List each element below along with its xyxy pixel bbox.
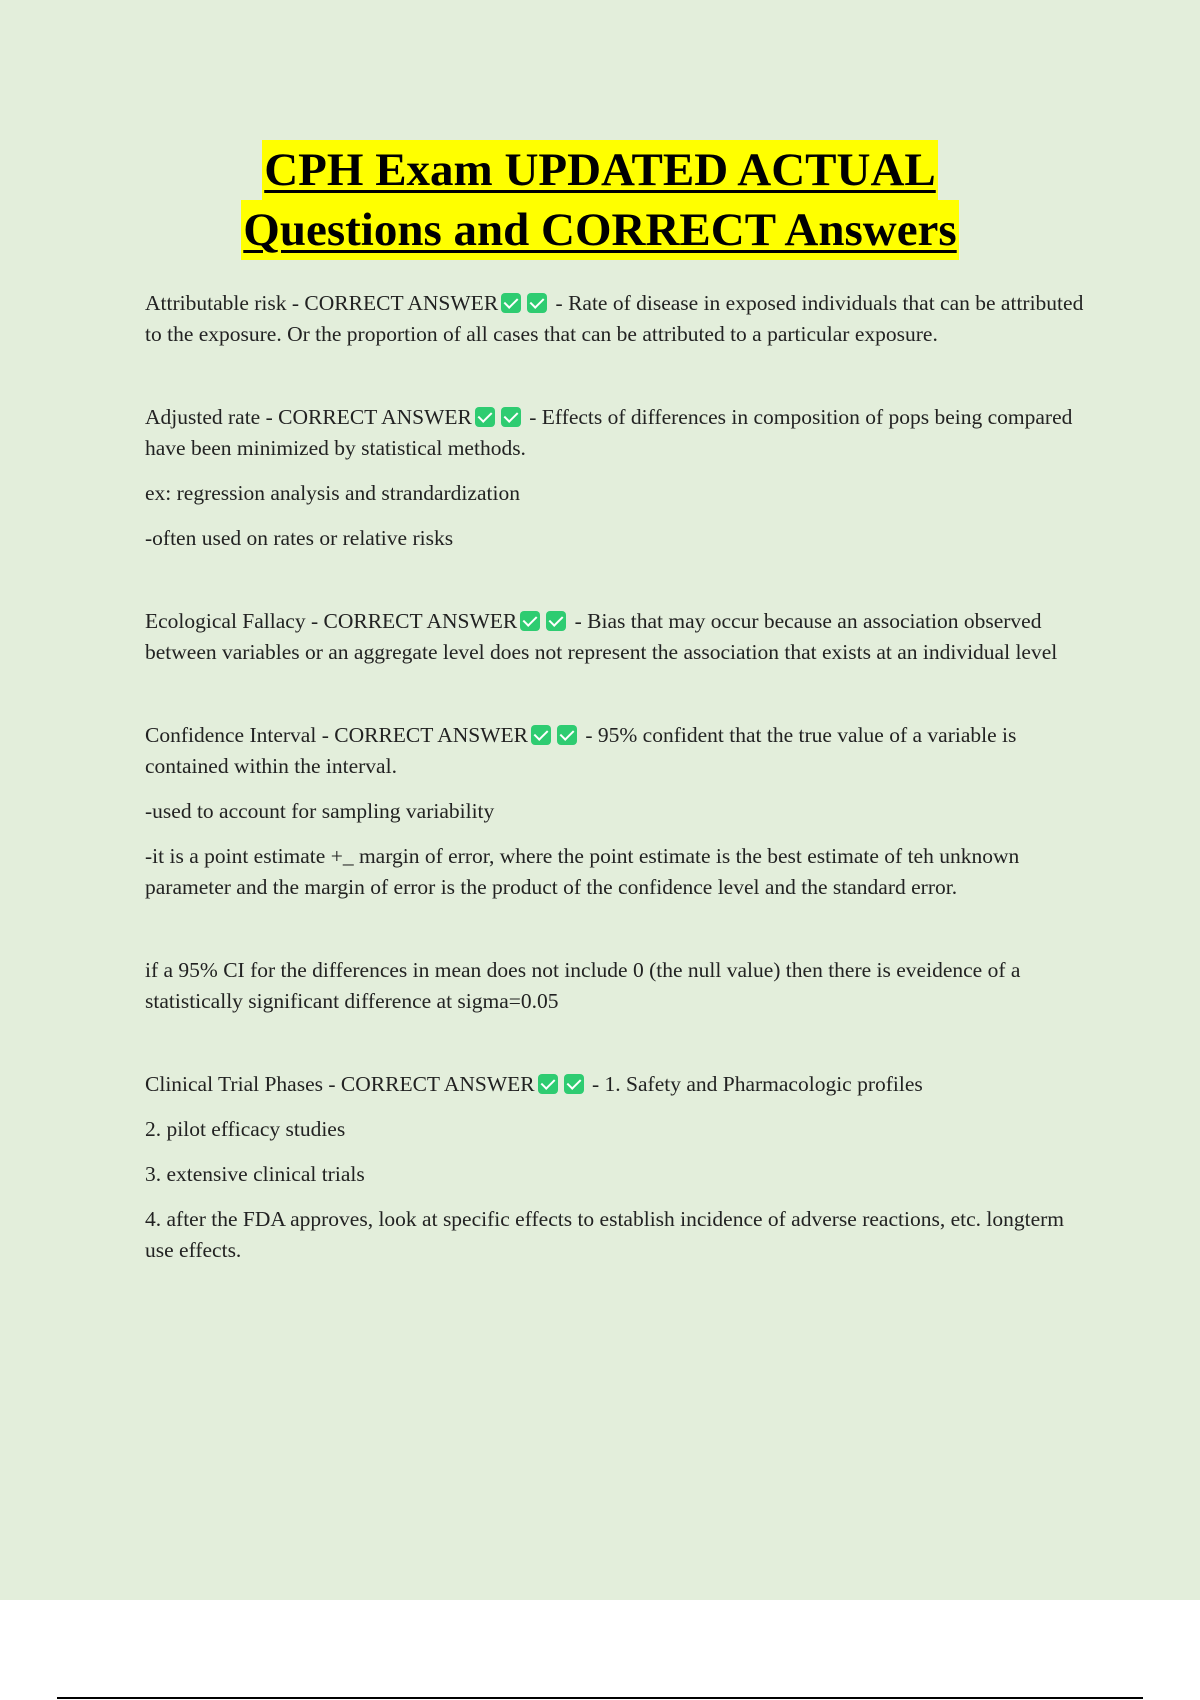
qa-entry-attributable-risk	[145, 288, 1090, 350]
footer-divider	[57, 1697, 1143, 1699]
qa-entry-adjusted-rate	[145, 402, 1090, 464]
qa-entry-clinical-trial-phases	[145, 1069, 1090, 1100]
entry-extra-line: 4. after the FDA approves, look at specific effects to establish incidence of adverse reactions, etc. longterm use effects.	[145, 1207, 1064, 1262]
entry-extra-line: ex: regression analysis and strandardization	[145, 481, 520, 505]
qa-entry-confidence-interval	[145, 720, 1090, 782]
entry-extra-line: -used to account for sampling variability	[145, 799, 495, 823]
qa-entry-ci-note: if a 95% CI for the differences in mean does not include 0 (the null value) then there is eveidence of a statistically significant difference at sigma=0.05	[145, 958, 1021, 1013]
entry-extra-line: 3. extensive clinical trials	[145, 1162, 365, 1186]
check-box-icon	[546, 611, 566, 631]
entry-term: Confidence Interval - CORRECT ANSWER	[145, 723, 528, 747]
entry-term: Adjusted rate - CORRECT ANSWER	[145, 405, 472, 429]
entry-answer: - Bias that may occur because an association observed between variables or an aggregate level does not represent the association that exists at an individual level	[145, 609, 1058, 664]
check-box-icon	[527, 293, 547, 313]
entry-extra-line: 2. pilot efficacy studies	[145, 1117, 346, 1141]
entry-extra-line: -often used on rates or relative risks	[145, 526, 454, 550]
entry-term: Attributable risk - CORRECT ANSWER	[145, 291, 499, 315]
check-box-icon	[501, 407, 521, 427]
document-title	[0, 140, 1200, 260]
entry-answer: - Rate of disease in exposed individuals that can be attributed to the exposure. Or the proportion of all cases that can be attributed to a particular exposure.	[145, 291, 1084, 346]
check-box-icon	[501, 293, 521, 313]
entry-term: Ecological Fallacy - CORRECT ANSWER	[145, 609, 518, 633]
qa-entry-ecological-fallacy	[145, 606, 1090, 668]
check-box-icon	[520, 611, 540, 631]
entry-answer: - Effects of differences in composition of pops being compared have been minimized by statistical methods.	[145, 405, 1073, 460]
entry-extra-line: -it is a point estimate +_ margin of error, where the point estimate is the best estimate of teh unknown parameter and the margin of error is the product of the confidence level and the standard error.	[145, 844, 1020, 899]
check-box-icon	[538, 1074, 558, 1094]
check-box-icon	[564, 1074, 584, 1094]
entry-answer: - 95% confident that the true value of a variable is contained within the interval.	[145, 723, 1017, 778]
check-box-icon	[557, 725, 577, 745]
title-line-2: Questions and CORRECT Answers	[241, 200, 958, 260]
check-box-icon	[475, 407, 495, 427]
qa-content	[145, 288, 1090, 1280]
check-box-icon	[531, 725, 551, 745]
title-line-1: CPH Exam UPDATED ACTUAL	[262, 140, 938, 200]
entry-term: Clinical Trial Phases - CORRECT ANSWER	[145, 1072, 535, 1096]
entry-answer: - 1. Safety and Pharmacologic profiles	[586, 1072, 923, 1096]
